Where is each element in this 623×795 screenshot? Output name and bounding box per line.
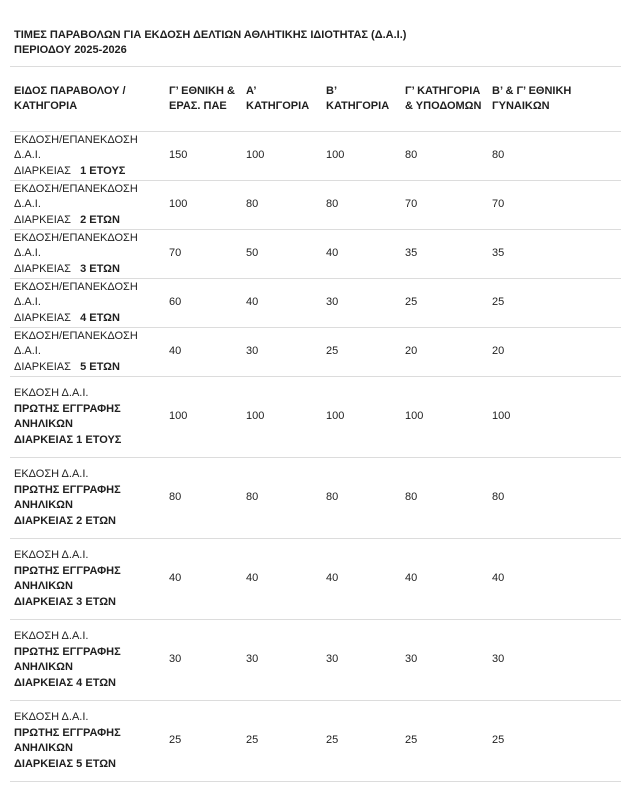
fee-type-cell	[10, 458, 165, 539]
fee-type-line-bold: ΠΡΩΤΗΣ ΕΓΓΡΑΦΗΣ	[14, 402, 121, 415]
header-g-kategoria: Γ’ ΚΑΤΗΓΟΡΙΑ & ΥΠΟΔΟΜΩΝ	[401, 67, 488, 132]
price-cell: 30	[165, 620, 242, 701]
price-cell: 80	[322, 458, 401, 539]
price-cell: 20	[401, 328, 488, 377]
price-cell: 25	[488, 279, 621, 328]
header-women: Β’ & Γ’ ΕΘΝΙΚΗ ΓΥΝΑΙΚΩΝ	[488, 67, 621, 132]
price-cell: 100	[322, 132, 401, 181]
price-cell: 30	[242, 328, 322, 377]
price-cell: 40	[242, 279, 322, 328]
header-a-kategoria: Α’ ΚΑΤΗΓΟΡΙΑ	[242, 67, 322, 132]
fee-type-line: ΕΚΔΟΣΗ Δ.Α.Ι.	[14, 711, 89, 723]
price-cell: 100	[165, 181, 242, 230]
fee-type-line: ΕΚΔΟΣΗ Δ.Α.Ι.	[14, 468, 89, 480]
price-cell: 100	[242, 132, 322, 181]
fee-duration-label: ΔΙΑΡΚΕΙΑΣ	[14, 311, 71, 324]
table-row	[10, 181, 621, 230]
fee-type-line-bold: ΑΝΗΛΙΚΩΝ	[14, 499, 73, 511]
price-cell: 80	[322, 181, 401, 230]
fee-type-line: ΕΚΔΟΣΗ/ΕΠΑΝΕΚΔΟΣΗ Δ.Α.Ι.	[14, 329, 138, 358]
fee-type-cell	[10, 620, 165, 701]
table-row	[10, 458, 621, 539]
header-b-kategoria: Β’ ΚΑΤΗΓΟΡΙΑ	[322, 67, 401, 132]
price-cell: 100	[322, 377, 401, 458]
fee-duration-line: ΔΙΑΡΚΕΙΑΣ 1 ΕΤΟΥΣ	[14, 433, 122, 446]
price-cell: 40	[165, 328, 242, 377]
fee-type-cell	[10, 279, 165, 328]
fee-duration-label: ΔΙΑΡΚΕΙΑΣ	[14, 360, 71, 373]
price-cell: 35	[401, 230, 488, 279]
fee-type-line-bold: ΑΝΗΛΙΚΩΝ	[14, 580, 73, 592]
table-row	[10, 701, 621, 782]
price-cell: 30	[401, 620, 488, 701]
table-row	[10, 539, 621, 620]
fee-duration-value: 3 ΕΤΩΝ	[80, 262, 120, 275]
price-cell: 60	[165, 279, 242, 328]
price-cell: 25	[401, 279, 488, 328]
fee-duration-line: ΔΙΑΡΚΕΙΑΣ 4 ΕΤΩΝ	[14, 676, 116, 689]
price-cell: 80	[165, 458, 242, 539]
fee-duration-value: 1 ΕΤΟΥΣ	[80, 164, 126, 177]
price-cell: 25	[322, 701, 401, 782]
header-g-ethniki: Γ’ ΕΘΝΙΚΗ & ΕΡΑΣ. ΠΑΕ	[165, 67, 242, 132]
price-cell: 40	[322, 230, 401, 279]
price-cell: 80	[242, 181, 322, 230]
table-row	[10, 620, 621, 701]
title-line-2: ΠΕΡΙΟΔΟΥ 2025-2026	[14, 44, 127, 56]
price-cell: 25	[165, 701, 242, 782]
fee-type-line-bold: ΠΡΩΤΗΣ ΕΓΓΡΑΦΗΣ	[14, 483, 121, 496]
document-title	[14, 28, 614, 58]
table-row	[10, 132, 621, 181]
table-row	[10, 279, 621, 328]
price-cell: 80	[401, 458, 488, 539]
fee-type-line: ΕΚΔΟΣΗ Δ.Α.Ι.	[14, 549, 89, 561]
price-cell: 40	[401, 539, 488, 620]
price-cell: 150	[165, 132, 242, 181]
price-cell: 70	[165, 230, 242, 279]
fee-type-line: ΕΚΔΟΣΗ/ΕΠΑΝΕΚΔΟΣΗ Δ.Α.Ι.	[14, 133, 138, 162]
fee-type-line: ΕΚΔΟΣΗ/ΕΠΑΝΕΚΔΟΣΗ Δ.Α.Ι.	[14, 280, 138, 309]
price-cell: 30	[242, 620, 322, 701]
fee-type-line-bold: ΠΡΩΤΗΣ ΕΓΓΡΑΦΗΣ	[14, 645, 121, 658]
price-cell: 30	[322, 279, 401, 328]
fee-type-line: ΕΚΔΟΣΗ Δ.Α.Ι.	[14, 387, 89, 399]
fee-type-cell	[10, 132, 165, 181]
price-cell: 100	[488, 377, 621, 458]
fee-duration-value: 4 ΕΤΩΝ	[80, 311, 120, 324]
price-cell: 100	[242, 377, 322, 458]
price-cell: 70	[401, 181, 488, 230]
fee-type-cell	[10, 181, 165, 230]
table-row	[10, 377, 621, 458]
fee-duration-value: 2 ΕΤΩΝ	[80, 213, 120, 226]
fee-type-line-bold: ΠΡΩΤΗΣ ΕΓΓΡΑΦΗΣ	[14, 726, 121, 739]
fee-duration-value: 5 ΕΤΩΝ	[80, 360, 120, 373]
fee-type-cell	[10, 328, 165, 377]
table-row	[10, 328, 621, 377]
price-cell: 30	[488, 620, 621, 701]
fee-type-cell	[10, 230, 165, 279]
fee-type-cell	[10, 701, 165, 782]
price-cell: 70	[488, 181, 621, 230]
price-cell: 80	[242, 458, 322, 539]
price-cell: 100	[401, 377, 488, 458]
price-cell: 40	[488, 539, 621, 620]
price-cell: 100	[165, 377, 242, 458]
price-cell: 80	[488, 458, 621, 539]
fee-type-line: ΕΚΔΟΣΗ Δ.Α.Ι.	[14, 630, 89, 642]
header-fee-type: ΕΙΔΟΣ ΠΑΡΑΒΟΛΟΥ / ΚΑΤΗΓΟΡΙΑ	[10, 67, 165, 132]
table-header-row	[10, 67, 621, 132]
price-cell: 40	[242, 539, 322, 620]
price-cell: 25	[488, 701, 621, 782]
fee-type-cell	[10, 377, 165, 458]
fee-duration-label: ΔΙΑΡΚΕΙΑΣ	[14, 164, 71, 177]
fee-duration-line: ΔΙΑΡΚΕΙΑΣ 3 ΕΤΩΝ	[14, 595, 116, 608]
fee-type-line: ΕΚΔΟΣΗ/ΕΠΑΝΕΚΔΟΣΗ Δ.Α.Ι.	[14, 182, 138, 211]
table-row	[10, 230, 621, 279]
fee-duration-label: ΔΙΑΡΚΕΙΑΣ	[14, 213, 71, 226]
fee-type-line-bold: ΑΝΗΛΙΚΩΝ	[14, 418, 73, 430]
fee-type-line-bold: ΠΡΩΤΗΣ ΕΓΓΡΑΦΗΣ	[14, 564, 121, 577]
price-cell: 35	[488, 230, 621, 279]
title-line-1: ΤΙΜΕΣ ΠΑΡΑΒΟΛΩΝ ΓΙΑ ΕΚΔΟΣΗ ΔΕΛΤΙΩΝ ΑΘΛΗΤΙΚΗΣ ΙΔΙΟΤΗΤΑΣ (Δ.Α.Ι.)	[14, 29, 407, 41]
price-cell: 20	[488, 328, 621, 377]
fee-type-line-bold: ΑΝΗΛΙΚΩΝ	[14, 742, 73, 754]
price-cell: 50	[242, 230, 322, 279]
price-cell: 25	[401, 701, 488, 782]
price-cell: 80	[488, 132, 621, 181]
fee-duration-line: ΔΙΑΡΚΕΙΑΣ 2 ΕΤΩΝ	[14, 514, 116, 527]
price-cell: 30	[322, 620, 401, 701]
fee-duration-line: ΔΙΑΡΚΕΙΑΣ 5 ΕΤΩΝ	[14, 757, 116, 770]
price-cell: 40	[165, 539, 242, 620]
price-cell: 80	[401, 132, 488, 181]
price-cell: 25	[322, 328, 401, 377]
fees-table	[10, 66, 621, 782]
price-cell: 25	[242, 701, 322, 782]
fee-duration-label: ΔΙΑΡΚΕΙΑΣ	[14, 262, 71, 275]
fee-type-line-bold: ΑΝΗΛΙΚΩΝ	[14, 661, 73, 673]
fee-type-cell	[10, 539, 165, 620]
fee-type-line: ΕΚΔΟΣΗ/ΕΠΑΝΕΚΔΟΣΗ Δ.Α.Ι.	[14, 231, 138, 260]
price-cell: 40	[322, 539, 401, 620]
